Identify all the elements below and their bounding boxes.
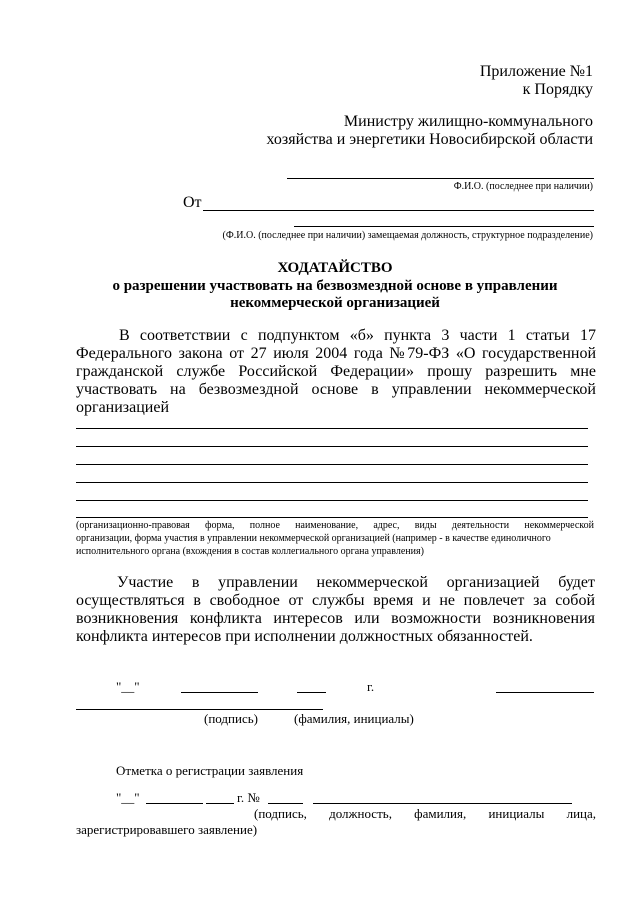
signature-date-month-line (181, 692, 258, 693)
addressee-line-2: хозяйства и энергетики Новосибирской области (266, 131, 593, 148)
blank-line-2 (76, 446, 588, 447)
body1-line-3: гражданской службе Российской Федерации» прошу разрешить мне (76, 363, 596, 380)
signature-line (76, 709, 323, 710)
body2-line-1: Участие в управлении некоммерческой организацией будет (117, 574, 595, 591)
registration-heading: Отметка о регистрации заявления (116, 763, 304, 778)
registration-year-number: г. № (237, 790, 260, 805)
addressee-line-1: Министру жилищно-коммунального (343, 113, 593, 130)
registration-month-line (146, 803, 203, 804)
name-caption: (фамилия, инициалы) (294, 711, 414, 726)
document-title: ХОДАТАЙСТВО (277, 260, 393, 276)
body1-line-1: В соответствии с подпунктом «б» пункта 3 части 1 статьи 17 (119, 327, 596, 344)
registration-caption-line-1: (подпись, должность, фамилия, инициалы лица, (254, 806, 596, 821)
registration-signature-line (313, 803, 572, 804)
blank-line-4 (76, 482, 588, 483)
blank-line-1 (76, 428, 588, 429)
from-label: От (183, 194, 202, 211)
org-caption-line-2: организации, форма участия в управлении некоммерческой организацией (например - в качестве единоличного (76, 533, 551, 544)
signature-date-year-line (297, 692, 326, 693)
org-caption-line-3: исполнительного органа (вхождения в состав коллегиального органа управления) (76, 546, 424, 557)
registration-year-line (206, 803, 234, 804)
appendix-line-2: к Порядку (522, 81, 593, 98)
from-line-1 (203, 210, 594, 211)
document-subtitle-line-1: о разрешении участвовать на безвозмездной основе в управлении (112, 278, 558, 294)
appendix-line-1: Приложение №1 (479, 63, 593, 80)
signature-year-suffix: г. (367, 679, 375, 694)
body2-line-3: возникновения конфликта интересов или возможности возникновения (76, 610, 595, 627)
fio-line (287, 178, 594, 179)
body1-line-2: Федерального закона от 27 июля 2004 года №79-ФЗ «О государственной (76, 345, 596, 362)
from-caption: (Ф.И.О. (последнее при наличии) замещаемая должность, структурное подразделение) (222, 230, 593, 241)
signature-date-day: "__" (116, 679, 140, 694)
body1-line-4: участвовать на безвозмездной основе в управлении некоммерческой (76, 381, 596, 398)
signature-caption: (подпись) (204, 711, 258, 726)
from-line-2 (294, 226, 594, 227)
body2-line-4: конфликта интересов при исполнении должностных обязанностей. (76, 628, 533, 645)
fio-caption: Ф.И.О. (последнее при наличии) (453, 181, 593, 192)
registration-number-line (268, 803, 303, 804)
registration-caption-line-2: зарегистрировавшего заявление) (76, 822, 258, 837)
blank-line-6 (76, 517, 588, 518)
document-subtitle-line-2: некоммерческой организацией (230, 295, 440, 311)
body2-line-2: осуществляться в свободное от службы время и не повлечет за собой (76, 592, 595, 609)
registration-date-day: "__" (116, 790, 140, 805)
org-caption-line-1: (организационно-правовая форма, полное наименование, адрес, виды деятельности некоммерческой (76, 520, 594, 531)
blank-line-5 (76, 500, 588, 501)
blank-line-3 (76, 464, 588, 465)
signature-extra-line (496, 692, 594, 693)
body1-line-5: организацией (76, 399, 169, 416)
